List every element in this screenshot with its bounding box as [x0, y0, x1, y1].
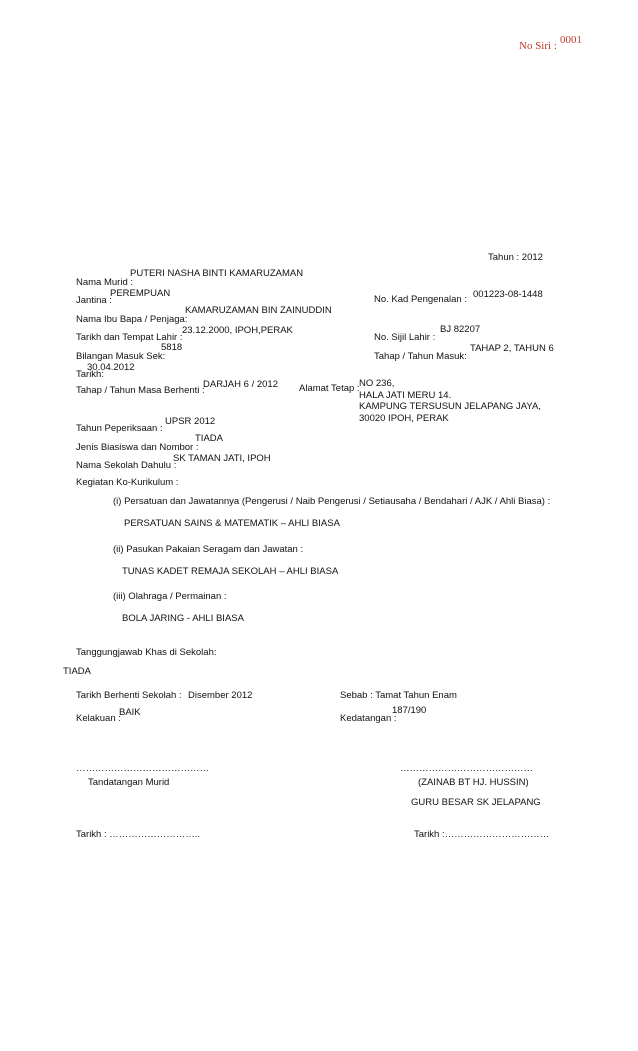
sekolah-dahulu-label: Nama Sekolah Dahulu : [76, 460, 177, 471]
kad-value: 001223-08-1448 [473, 289, 543, 300]
bilangan-label: Bilangan Masuk Sek: [76, 351, 166, 362]
lahir-value: 23.12.2000, IPOH,PERAK [182, 325, 293, 336]
tarikh-value: 30.04.2012 [87, 362, 135, 373]
tarikh-murid: Tarikh : ……………………….. [76, 829, 201, 840]
kelakuan-value: BAIK [119, 707, 141, 718]
kedatangan-label: Kedatangan : [340, 713, 397, 724]
kedatangan-value: 187/190 [392, 705, 427, 716]
kokurikulum-item-value: BOLA JARING - AHLI BIASA [122, 613, 244, 624]
tarikh-berhenti-value: Disember 2012 [188, 690, 253, 701]
peperiksaan-label: Tahun Peperiksaan : [76, 423, 163, 434]
alamat-label: Alamat Tetap : [299, 383, 360, 394]
sijil-label: No. Sijil Lahir : [374, 332, 436, 343]
no-siri-value: 0001 [560, 34, 582, 46]
biasiswa-label: Jenis Biasiswa dan Nombor : [76, 442, 199, 453]
no-siri-label: No Siri : [519, 40, 557, 52]
nama-murid-value: PUTERI NASHA BINTI KAMARUZAMAN [130, 268, 304, 279]
peperiksaan-value: UPSR 2012 [165, 416, 216, 427]
tarikh-guru: Tarikh :…………………………… [414, 829, 550, 840]
alamat-line: NO 236, [359, 378, 395, 389]
kokurikulum-item-value: PERSATUAN SAINS & MATEMATIK – AHLI BIASA [124, 518, 340, 529]
alamat-line: 30020 IPOH, PERAK [359, 412, 449, 424]
berhenti-tahap-value: DARJAH 6 / 2012 [203, 379, 278, 390]
kokurikulum-item-value: TUNAS KADET REMAJA SEKOLAH – AHLI BIASA [122, 566, 339, 577]
tahap-masuk-label: Tahap / Tahun Masuk: [374, 351, 467, 362]
tahun-label: Tahun : 2012 [488, 252, 543, 263]
tanggungjawab-value: TIADA [63, 666, 91, 677]
sijil-value: BJ 82207 [440, 324, 481, 335]
ibu-bapa-label: Nama Ibu Bapa / Penjaga: [76, 314, 188, 325]
tarikh-berhenti-label: Tarikh Berhenti Sekolah : [76, 690, 182, 701]
signature-line-guru: …………………………………… [400, 763, 533, 774]
kad-label: No. Kad Pengenalan : [374, 294, 467, 305]
nama-murid-label: Nama Murid : [76, 277, 134, 288]
jantina-label: Jantina : [76, 295, 112, 306]
guru-besar-name: (ZAINAB BT HJ. HUSSIN) [418, 777, 529, 788]
kokurikulum-item-label: (iii) Olahraga / Permainan : [113, 591, 227, 602]
guru-besar-title: GURU BESAR SK JELAPANG [411, 797, 541, 808]
kelakuan-label: Kelakuan : [76, 713, 121, 724]
kokurikulum-item-label: (i) Persatuan dan Jawatannya (Pengerusi / Naib Pengerusi / Setiausaha / Bendahari / AJK / Ahli Biasa) : [113, 496, 551, 507]
sebab-text: Sebab : Tamat Tahun Enam [340, 690, 457, 701]
alamat-line: KAMPUNG TERSUSUN JELAPANG JAYA, [359, 401, 541, 413]
berhenti-tahap-label: Tahap / Tahun Masa Berhenti : [76, 385, 205, 396]
sekolah-dahulu-value: SK TAMAN JATI, IPOH [173, 453, 271, 464]
kokurikulum-heading: Kegiatan Ko-Kurikulum : [76, 477, 179, 488]
bilangan-value: 5818 [161, 342, 183, 353]
alamat-line: HALA JATI MERU 14. [359, 389, 452, 401]
ibu-bapa-value: KAMARUZAMAN BIN ZAINUDDIN [185, 305, 332, 316]
tanggungjawab-label: Tanggungjawab Khas di Sekolah: [76, 647, 217, 658]
tandatangan-murid-label: Tandatangan Murid [88, 777, 170, 788]
jantina-value: PEREMPUAN [110, 288, 171, 299]
kokurikulum-item-label: (ii) Pasukan Pakaian Seragam dan Jawatan : [113, 544, 304, 555]
signature-line-murid: …………………………………… [76, 763, 209, 774]
tahap-masuk-value: TAHAP 2, TAHUN 6 [470, 343, 554, 354]
lahir-label: Tarikh dan Tempat Lahir : [76, 332, 183, 343]
tarikh-label: Tarikh: [76, 369, 104, 380]
alamat-value [359, 378, 541, 424]
biasiswa-value: TIADA [195, 433, 223, 444]
